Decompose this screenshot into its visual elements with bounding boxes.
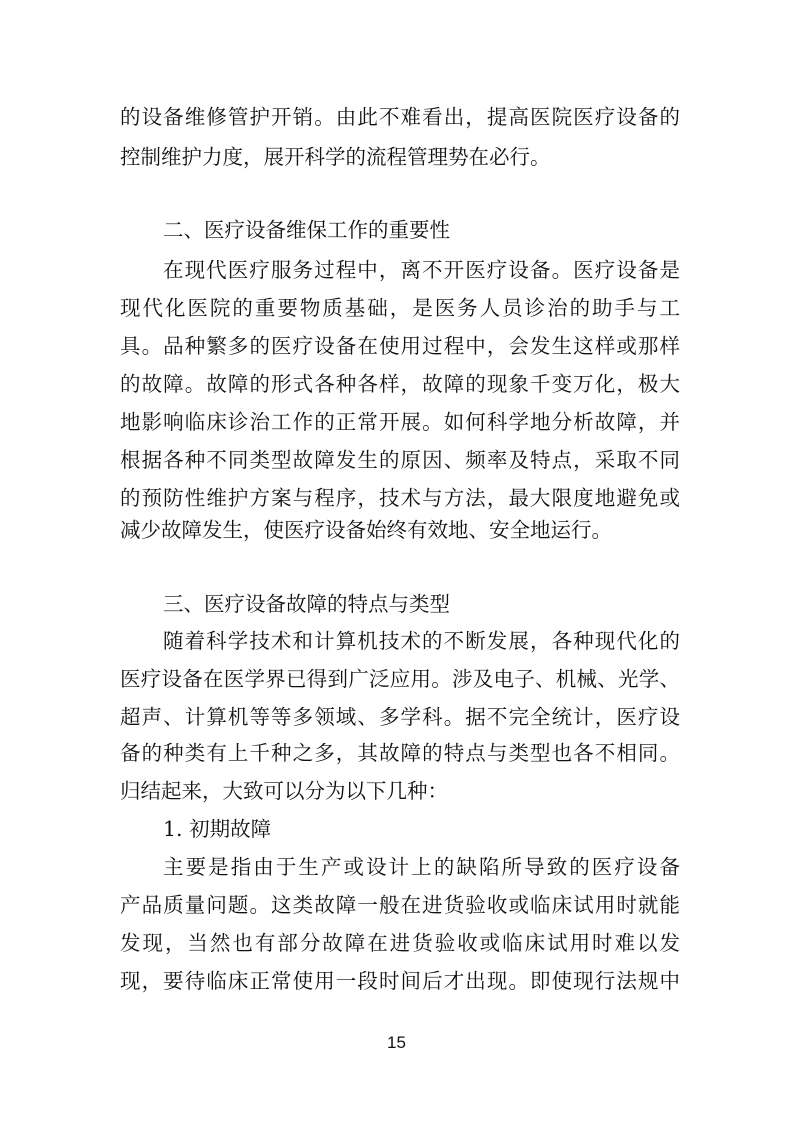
paragraph-line: 医疗设备在医学界已得到广泛应用。涉及电子、机械、光学、 <box>120 667 680 691</box>
paragraph-line: 控制维护力度，展开科学的流程管理势在必行。 <box>120 145 551 169</box>
paragraph-line: 根据各种不同类型故障发生的原因、频率及特点，采取不同 <box>120 448 680 472</box>
paragraph-line: 现，要待临床正常使用一段时间后才出现。即使现行法规中 <box>120 969 680 993</box>
paragraph-line: 随着科学技术和计算机技术的不断发展，各种现代化的 <box>163 629 680 653</box>
paragraph-line: 现代化医院的重要物质基础，是医务人员诊治的助手与工 <box>120 296 680 320</box>
section-heading: 三、医疗设备故障的特点与类型 <box>163 592 450 616</box>
paragraph-line: 备的种类有上千种之多，其故障的特点与类型也各不相同。 <box>120 741 680 765</box>
paragraph-line: 归结起来，大致可以分为以下几种： <box>120 779 448 803</box>
paragraph-line: 的预防性维护方案与程序，技术与方法，最大限度地避免或 <box>120 486 680 510</box>
paragraph-line: 主要是指由于生产或设计上的缺陷所导致的医疗设备 <box>163 855 680 879</box>
paragraph-line: 超声、计算机等等多领域、多学科。据不完全统计，医疗设 <box>120 705 680 729</box>
paragraph-line: 减少故障发生，使医疗设备始终有效地、安全地运行。 <box>120 518 612 542</box>
section-heading: 二、医疗设备维保工作的重要性 <box>163 218 450 242</box>
paragraph-line: 的故障。故障的形式各种各样，故障的现象千变万化，极大 <box>120 372 680 396</box>
page-number: 15 <box>387 1033 406 1052</box>
paragraph-line: 在现代医疗服务过程中，离不开医疗设备。医疗设备是 <box>163 258 680 282</box>
paragraph-line: 具。品种繁多的医疗设备在使用过程中，会发生这样或那样 <box>120 334 680 358</box>
paragraph-line: 发现，当然也有部分故障在进货验收或临床试用时难以发 <box>120 931 680 955</box>
paragraph-line: 产品质量问题。这类故障一般在进货验收或临床试用时就能 <box>120 893 680 917</box>
paragraph-line: 地影响临床诊治工作的正常开展。如何科学地分析故障，并 <box>120 410 680 434</box>
paragraph-line: 的设备维修管护开销。由此不难看出，提高医院医疗设备的 <box>120 105 680 129</box>
subsection-heading: 1. 初期故障 <box>163 817 272 841</box>
